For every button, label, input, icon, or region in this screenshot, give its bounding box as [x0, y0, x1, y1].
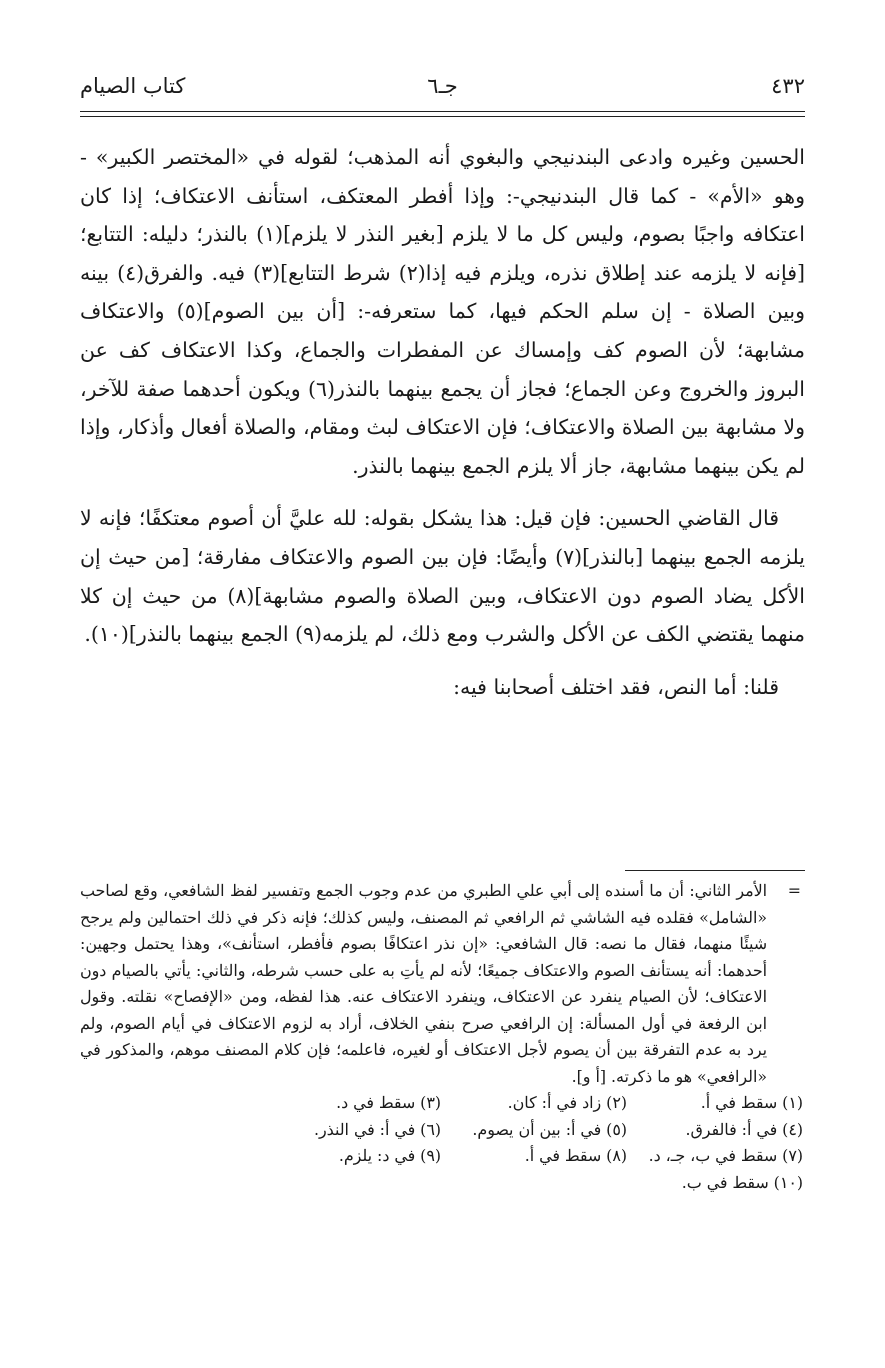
paragraph-3: قلنا: أما النص، فقد اختلف أصحابنا فيه: [453, 674, 779, 699]
footnote-7: (٧) سقط في ب، جـ، د. [648, 1146, 803, 1165]
page-number: ٤٣٢ [771, 74, 805, 98]
volume-label: جـ٦ [427, 74, 458, 98]
footnotes [80, 878, 805, 1196]
footnote-row [80, 1090, 805, 1117]
footnote-row [80, 1143, 805, 1170]
footnote-row [80, 1117, 805, 1144]
footnote-4: (٤) في أ: فالفرق. [685, 1119, 803, 1139]
footnote-9: (٩) في د: يلزم. [338, 1146, 441, 1165]
footnote-separator [625, 870, 805, 871]
footnote-continuation-text: الأمر الثاني: أن ما أسنده إلى أبي علي الطبري من عدم وجوب الجمع وتفسير لفظ الشافعي، وقع لصاحب «الشامل» فقلده فيه الشاشي ثم الرافعي ثم المصنف، وليس كذلك؛ فإنه ذكر في ذلك احتمالين ولم يرجح شيئًا منهما، فقال ما نصه: قال الشافعي: «إن نذر اعتكافًا بصوم فأفطر، استأنف»، وهذا يحتمل وجهين: أحدهما: أنه يستأنف الصوم والاعتكاف جميعًا؛ لأنه لم يأتِ به على حسب شرطه، والثاني: يأتي بالصيام دون الاعتكاف؛ لأن الصيام ينفرد عن الاعتكاف، وينفرد الاعتكاف عنه. هذا لفظه، ومن «الإفصاح» نقلته. وقول ابن الرفعة في أول المسألة: إن الرافعي صرح بنفي الخلاف، أراد به لزوم الاعتكاف في أيام الصوم، ولم يرد به عدم التفرقة بين أن يصوم لأجل الاعتكاف أو لغيره، فاعلمه؛ فإن كلام المصنف موهم، والمذكور في «الرافعي» هو ما ذكرته. [أ و]. [80, 881, 767, 1086]
footnote-continuation [80, 878, 805, 1090]
header-rule-bottom [80, 116, 805, 117]
footnote-10: (١٠) سقط في ب. [681, 1172, 803, 1192]
footnote-row [80, 1170, 805, 1197]
footnote-3: (٣) سقط في د. [336, 1093, 441, 1112]
main-text [80, 138, 805, 706]
footnote-2: (٢) زاد في أ: كان. [507, 1093, 627, 1112]
footnote-8: (٨) سقط في أ. [524, 1146, 627, 1165]
paragraph-1: الحسين وغيره وادعى البندنيجي والبغوي أنه المذهب؛ لقوله في «المختصر الكبير» - وهو «الأم» - كما قال البندنيجي-: وإذا أفطر المعتكف، استأنف الاعتكاف؛ إذا كان اعتكافه واجبًا بصوم، وليس كل ما لا يلزم [بغير النذر لا يلزم](١) بالنذر؛ دليله: التتابع؛ [فإنه لا يلزمه عند إطلاق نذره، ويلزم فيه إذا(٢) شرط التتابع](٣) فيه. والفرق(٤) بينه وبين الصلاة - إن سلم الحكم فيها، كما ستعرفه-: [أن بين الصوم](٥) والاعتكاف مشابهة؛ لأن الصوم كف وإمساك عن المفطرات والجماع، وكذا الاعتكاف كف عن البروز والخروج وعن الجماع؛ فجاز أن يجمع بينهما بالنذر(٦) ويكون أحدهما صفة للآخر، ولا مشابهة بين الصلاة والاعتكاف؛ فإن الاعتكاف لبث ومقام، والصلاة أفعال وأذكار، وإذا لم يكن بينهما مشابهة، جاز ألا يلزم الجمع بينهما بالنذر. [80, 145, 806, 478]
book-title: كتاب الصيام [80, 74, 186, 98]
footnote-1: (١) سقط في أ. [700, 1093, 803, 1112]
footnote-5: (٥) في أ: بين أن يصوم. [472, 1119, 627, 1139]
page-header [80, 70, 805, 110]
continuation-mark: = [787, 881, 801, 900]
footnote-6: (٦) في أ: في النذر. [314, 1119, 441, 1139]
header-rule-top [80, 111, 805, 112]
paragraph-2: قال القاضي الحسين: فإن قيل: هذا يشكل بقوله: لله عليَّ أن أصوم معتكفًا؛ فإنه لا يلزمه الجمع بينهما [بالنذر](٧) وأيضًا: فإن بين الصوم والاعتكاف مفارقة؛ [من حيث إن الأكل يضاد الصوم دون الاعتكاف، وبين الصلاة والصوم مشابهة](٨) من حيث إن كلا منهما يقتضي الكف عن الأكل والشرب ومع ذلك، لم يلزمه(٩) الجمع بينهما بالنذر](١٠). [80, 506, 805, 647]
